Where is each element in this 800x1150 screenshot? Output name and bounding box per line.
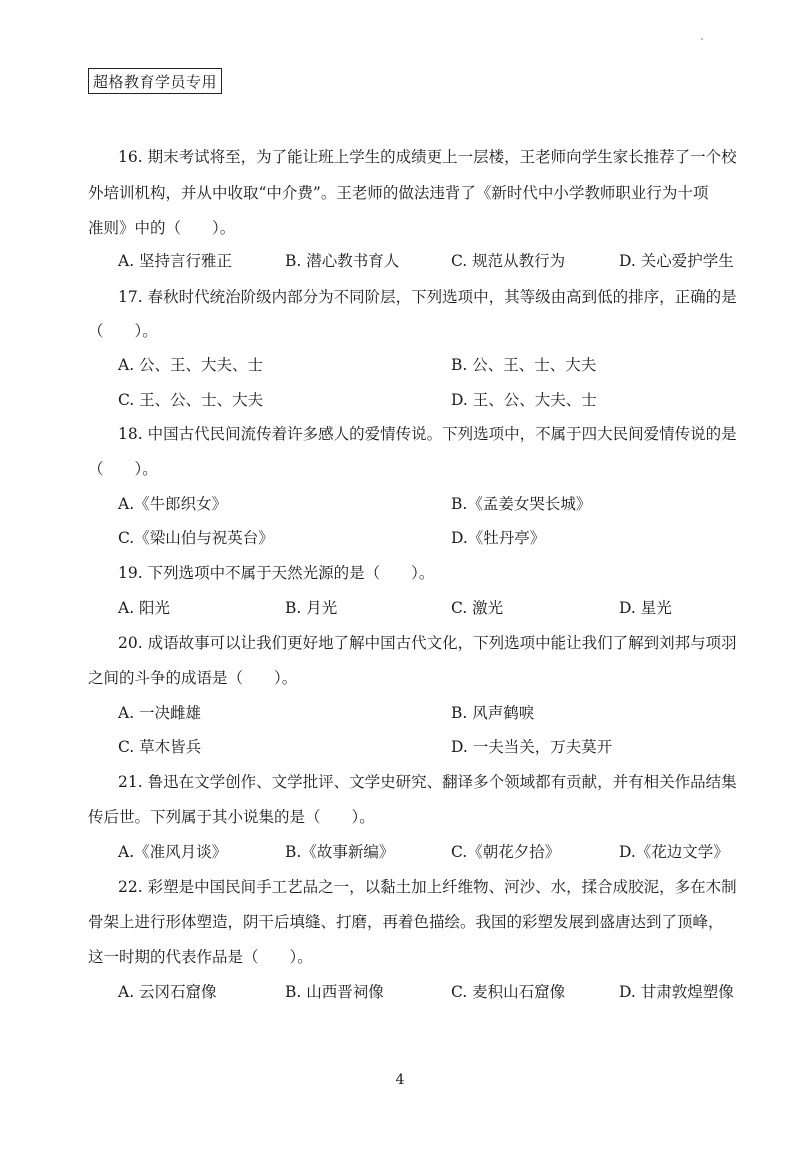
q22-option-a: A. 云冈石窟像 [118, 983, 217, 1001]
q19-option-d: D. 星光 [619, 599, 672, 617]
q21-option-b: B.《故事新编》 [285, 843, 395, 861]
q16-stem-line-3: 准则》中的（ ）。 [88, 219, 236, 237]
q22-option-c: C. 麦积山石窟像 [451, 983, 566, 1001]
header-badge: 超格教育学员专用 [88, 68, 222, 94]
q19-option-a: A. 阳光 [118, 599, 171, 617]
q22-option-b: B. 山西晋祠像 [285, 983, 384, 1001]
q16-option-b: B. 潜心教书育人 [285, 252, 400, 270]
q22-stem-line-1: 22. 彩塑是中国民间手工艺品之一，以黏土加上纤维物、河沙、水，揉合成胶泥，多在木制 [118, 878, 737, 896]
q18-stem-line-1: 18. 中国古代民间流传着许多感人的爱情传说。下列选项中，不属于四大民间爱情传说的是 [118, 425, 737, 443]
q16-option-a: A. 坚持言行雅正 [118, 252, 233, 270]
q17-option-a: A. 公、王、大夫、士 [118, 356, 264, 374]
q17-option-c: C. 王、公、士、大夫 [118, 391, 264, 409]
q19-option-c: C. 激光 [451, 599, 504, 617]
q16-option-d: D. 关心爱护学生 [619, 252, 734, 270]
q20-stem-line-2: 之间的斗争的成语是（ ）。 [88, 669, 298, 687]
q18-option-c: C.《梁山伯与祝英台》 [118, 529, 274, 547]
q17-stem-line-1: 17. 春秋时代统治阶级内部分为不同阶层，下列选项中，其等级由高到低的排序，正确的是 [118, 288, 737, 306]
scan-speck [701, 38, 703, 40]
q17-option-d: D. 王、公、大夫、士 [451, 391, 597, 409]
q18-option-a: A.《牛郎织女》 [118, 495, 228, 513]
q16-option-c: C. 规范从教行为 [451, 252, 566, 270]
q20-option-b: B. 风声鹤唳 [451, 704, 535, 722]
q17-option-b: B. 公、王、士、大夫 [451, 356, 597, 374]
q19-option-b: B. 月光 [285, 599, 338, 617]
q20-option-c: C. 草木皆兵 [118, 738, 202, 756]
q18-stem-line-2: （ ）。 [88, 460, 158, 478]
q20-option-d: D. 一夫当关，万夫莫开 [451, 738, 613, 756]
q18-option-d: D.《牡丹亭》 [451, 529, 546, 547]
q22-stem-line-2: 骨架上进行形体塑造，阴干后填缝、打磨，再着色描绘。我国的彩塑发展到盛唐达到了顶峰， [88, 913, 724, 931]
page-number: 4 [395, 1072, 405, 1088]
q20-stem-line-1: 20. 成语故事可以让我们更好地了解中国古代文化，下列选项中能让我们了解到刘邦与项羽 [118, 634, 737, 652]
q22-option-d: D. 甘肃敦煌塑像 [619, 983, 734, 1001]
q17-stem-line-2: （ ）。 [88, 322, 158, 340]
q19-stem-line-1: 19. 下列选项中不属于天然光源的是（ ）。 [118, 564, 435, 582]
q16-stem-line-1: 16. 期末考试将至，为了能让班上学生的成绩更上一层楼，王老师向学生家长推荐了一个校 [118, 148, 737, 166]
q18-option-b: B.《孟姜女哭长城》 [451, 495, 592, 513]
q21-stem-line-1: 21. 鲁迅在文学创作、文学批评、文学史研究、翻译多个领域都有贡献，并有相关作品结集 [118, 773, 737, 791]
q20-option-a: A. 一决雌雄 [118, 704, 202, 722]
q21-option-c: C.《朝花夕拾》 [451, 843, 561, 861]
q21-option-d: D.《花边文学》 [619, 843, 729, 861]
q16-stem-line-2: 外培训机构，并从中收取“中介费”。王老师的做法违背了《新时代中小学教师职业行为十项 [88, 184, 709, 202]
q22-stem-line-3: 这一时期的代表作品是（ ）。 [88, 948, 313, 966]
q21-option-a: A.《准风月谈》 [118, 843, 228, 861]
q21-stem-line-2: 传后世。下列属于其小说集的是（ ）。 [88, 808, 375, 826]
